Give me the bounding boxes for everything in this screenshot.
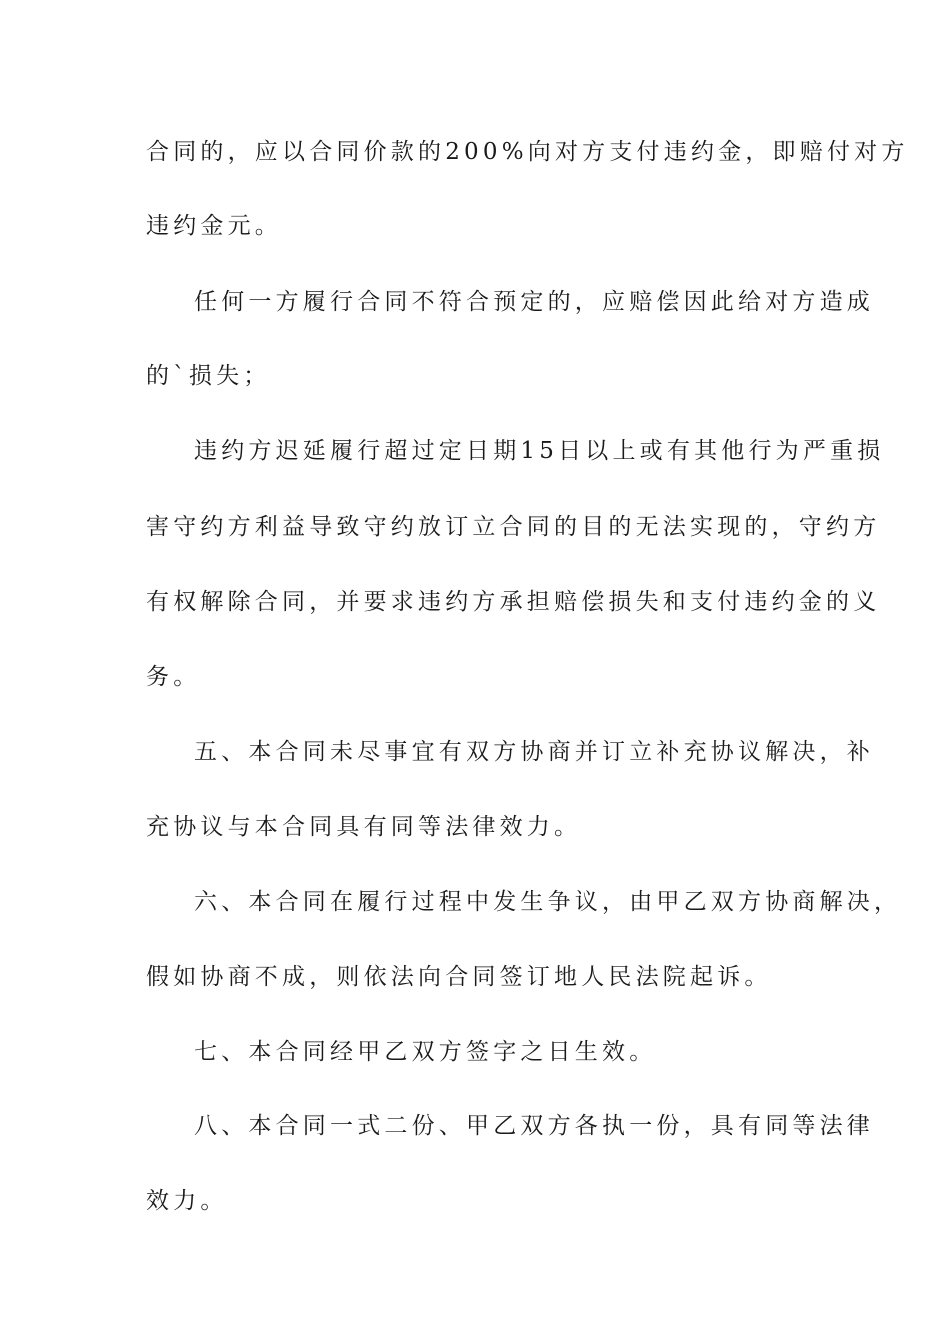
text-line-13: 七、本合同经甲乙双方签字之日生效。 [194, 1039, 657, 1065]
text-line-10: 充协议与本合同具有同等法律效力。 [146, 814, 582, 840]
text-line-4: 的`损失； [146, 363, 271, 389]
text-line-11: 六、本合同在履行过程中发生争议，由甲乙双方协商解决， [194, 889, 902, 915]
text-line-1: 合同的，应以合同价款的200%向对方支付违约金，即赔付对方 [146, 139, 909, 165]
text-line-9: 五、本合同未尽事宜有双方协商并订立补充协议解决，补 [194, 739, 874, 765]
text-line-3: 任何一方履行合同不符合预定的，应赔偿因此给对方造成 [194, 289, 874, 315]
text-line-6: 害守约方利益导致守约放订立合同的目的无法实现的，守约方 [146, 514, 881, 540]
text-line-15: 效力。 [146, 1188, 228, 1214]
text-line-8: 务。 [146, 664, 201, 690]
text-line-5: 违约方迟延履行超过定日期15日以上或有其他行为严重损 [194, 438, 885, 464]
text-line-14: 八、本合同一式二份、甲乙双方各执一份，具有同等法律 [194, 1113, 874, 1139]
text-line-2: 违约金元。 [146, 213, 282, 239]
text-line-7: 有权解除合同，并要求违约方承担赔偿损失和支付违约金的义 [146, 589, 881, 615]
text-line-12: 假如协商不成，则依法向合同签订地人民法院起诉。 [146, 964, 772, 990]
